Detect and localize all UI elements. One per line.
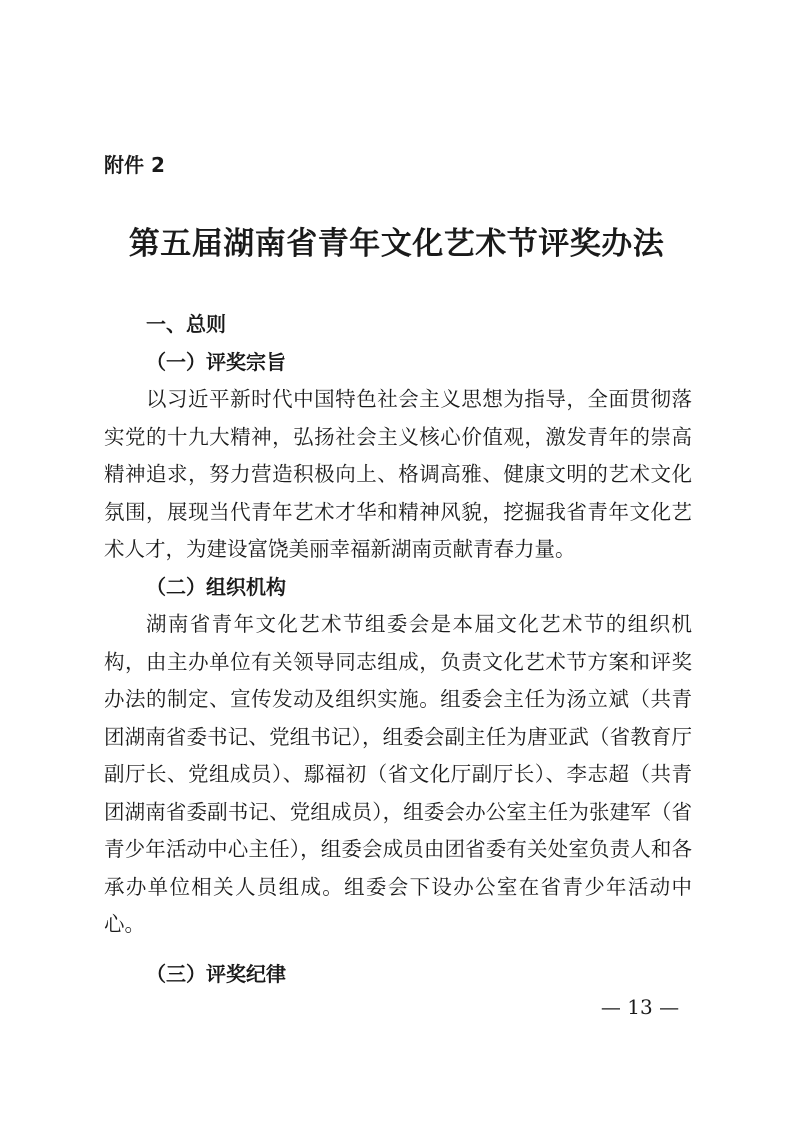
subsection-heading-discipline: （三）评奖纪律: [146, 961, 286, 986]
document-body: [104, 306, 692, 993]
subsection-heading-purpose: （一）评奖宗旨: [146, 349, 286, 374]
paragraph-purpose: 以习近平新时代中国特色社会主义思想为指导，全面贯彻落实党的十九大精神，弘扬社会主义核心价值观，激发青年的崇高精神追求，努力营造积极向上、格调高雅、健康文明的艺术文化氛围，展现当代青年艺术才华和精神风貌，挖掘我省青年文化艺术人才，为建设富饶美丽幸福新湖南贡献青春力量。: [104, 387, 692, 561]
document-title: 第五届湖南省青年文化艺术节评奖办法: [128, 226, 665, 262]
section-heading-general: 一、总则: [146, 312, 226, 336]
attachment-label: 附件 2: [104, 153, 165, 177]
paragraph-gap: [104, 944, 692, 956]
subsection-heading-organization: （二）组织机构: [146, 574, 286, 599]
paragraph-organization: 湖南省青年文化艺术节组委会是本届文化艺术节的组织机构，由主办单位有关领导同志组成，负责文化艺术节方案和评奖办法的制定、宣传发动及组织实施。组委会主任为汤立斌（共青团湖南省委书记、党组书记），组委会副主任为唐亚武（省教育厅副厅长、党组成员）、鄢福初（省文化厅副厅长）、李志超（共青团湖南省委副书记、党组成员），组委会办公室主任为张建军（省青少年活动中心主任），组委会成员由团省委有关处室负责人和各承办单位相关人员组成。组委会下设办公室在省青少年活动中心。: [104, 612, 692, 936]
page-number: — 13 —: [600, 995, 680, 1019]
